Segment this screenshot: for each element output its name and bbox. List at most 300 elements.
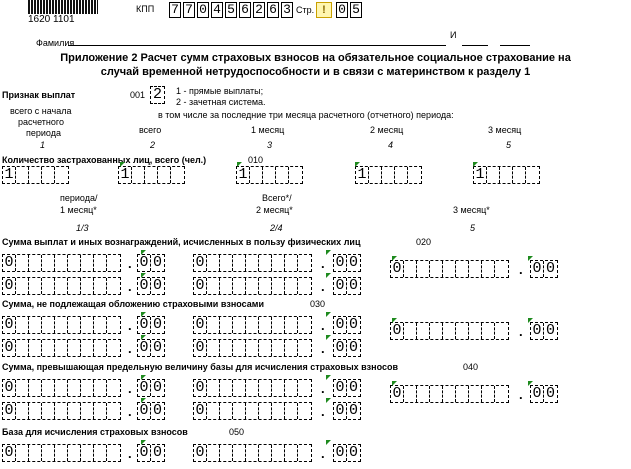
amount-frac-a[interactable]: [137, 254, 165, 272]
kpp-digit: 7: [183, 2, 195, 18]
kpp-field[interactable]: [169, 2, 295, 18]
cell: 0: [334, 380, 347, 396]
cell: [81, 255, 94, 271]
cell: [495, 261, 508, 277]
cell: [81, 380, 94, 396]
cell: [408, 167, 421, 183]
cell: [55, 317, 68, 333]
cell: [259, 380, 272, 396]
cell: [298, 317, 311, 333]
cell: [29, 340, 42, 356]
cell: [220, 445, 233, 461]
payments-value[interactable]: 2: [150, 86, 165, 104]
field-marker-icon: [141, 335, 146, 340]
cell: [369, 167, 382, 183]
cell: 0: [3, 445, 16, 461]
cell: [298, 255, 311, 271]
cell: [482, 323, 495, 339]
col2-period: периода/: [60, 193, 98, 203]
cell: [55, 340, 68, 356]
kpp-digit: 3: [281, 2, 293, 18]
cell: [285, 278, 298, 294]
cell: 0: [391, 323, 404, 339]
initial-1-line[interactable]: [462, 45, 488, 46]
cell: [207, 278, 220, 294]
cell: 0: [348, 379, 358, 396]
decimal-point: .: [519, 262, 523, 277]
cell: 0: [545, 260, 555, 277]
cell: [443, 386, 456, 402]
cell: [272, 278, 285, 294]
cell: 0: [348, 277, 358, 294]
decimal-point: .: [321, 279, 325, 294]
col2-month-1: 1 месяц*: [60, 205, 97, 215]
cell: 0: [3, 317, 16, 333]
cell: 0: [194, 445, 207, 461]
cell: [145, 167, 158, 183]
cell: 0: [3, 380, 16, 396]
cell: [55, 278, 68, 294]
kpp-digit: 2: [253, 2, 265, 18]
decimal-point: .: [519, 324, 523, 339]
cell: [68, 380, 81, 396]
count-field-5[interactable]: [473, 166, 540, 184]
cell: [259, 403, 272, 419]
cell: [107, 317, 120, 333]
cell: 0: [3, 278, 16, 294]
cell: [220, 403, 233, 419]
amount-field-b[interactable]: [193, 402, 312, 420]
cell: [495, 386, 508, 402]
cell: [42, 255, 55, 271]
cell: [417, 261, 430, 277]
cell: 0: [194, 278, 207, 294]
cell: 0: [3, 255, 16, 271]
kpp-digit: 5: [225, 2, 237, 18]
cell: 0: [152, 316, 162, 333]
cell: [246, 340, 259, 356]
cell: 0: [348, 254, 358, 271]
amount-field-b[interactable]: [193, 277, 312, 295]
cell: [68, 340, 81, 356]
cell: [107, 340, 120, 356]
cell: [298, 340, 311, 356]
cell: [94, 278, 107, 294]
cell: 0: [152, 379, 162, 396]
payments-label: Признак выплат: [2, 90, 76, 100]
field-marker-icon: [392, 381, 397, 386]
amount-field-a[interactable]: [2, 402, 121, 420]
cell: [16, 167, 29, 183]
amount-field-b[interactable]: [193, 339, 312, 357]
cell: [263, 167, 276, 183]
cell: [220, 317, 233, 333]
amount-frac-b[interactable]: [333, 339, 361, 357]
amount-field-b[interactable]: [193, 254, 312, 272]
page-number-field[interactable]: [336, 2, 364, 18]
cell: [246, 278, 259, 294]
cell: 0: [138, 340, 151, 356]
field-marker-icon: [528, 318, 533, 323]
field-marker-icon: [392, 318, 397, 323]
cell: [272, 403, 285, 419]
col2-num-24: 2/4: [270, 223, 283, 233]
payments-code: 001: [130, 90, 146, 100]
kpp-digit: 6: [239, 2, 251, 18]
amount-frac-a[interactable]: [137, 402, 165, 420]
count-field-3[interactable]: [236, 166, 303, 184]
cell: [68, 255, 81, 271]
row-label: Сумма выплат и иных вознаграждений, исчисленных в пользу физических лиц: [2, 237, 361, 247]
cell: [482, 386, 495, 402]
cell: 1: [119, 167, 132, 183]
cell: [42, 380, 55, 396]
cell: [16, 380, 29, 396]
cell: [68, 278, 81, 294]
col-num-1: 1: [40, 140, 46, 150]
cell: 0: [194, 340, 207, 356]
cell: [469, 323, 482, 339]
cell: [81, 317, 94, 333]
warning-icon[interactable]: !: [316, 2, 332, 18]
amount-field-c[interactable]: [390, 385, 509, 403]
decimal-point: .: [128, 256, 132, 271]
cell: 0: [545, 385, 555, 402]
amount-frac-b[interactable]: [333, 316, 361, 334]
cell: 0: [194, 317, 207, 333]
amount-field-c[interactable]: [390, 260, 509, 278]
amount-field-a[interactable]: [2, 339, 121, 357]
field-marker-icon: [141, 273, 146, 278]
kpp-digit: 0: [197, 2, 209, 18]
page-label: Стр.: [296, 5, 315, 15]
cell: [29, 403, 42, 419]
amount-field-a[interactable]: [2, 316, 121, 334]
cell: [207, 445, 220, 461]
cell: [42, 278, 55, 294]
amount-field-a[interactable]: [2, 254, 121, 272]
cell: [42, 340, 55, 356]
decimal-point: .: [128, 279, 132, 294]
amount-frac-a[interactable]: [137, 379, 165, 397]
cell: [107, 278, 120, 294]
count-field-1[interactable]: [2, 166, 69, 184]
cell: [68, 317, 81, 333]
field-marker-icon: [326, 440, 331, 445]
amount-frac-a[interactable]: [137, 277, 165, 295]
cell: [259, 445, 272, 461]
cell: [107, 403, 120, 419]
cell: [16, 317, 29, 333]
cell: 0: [348, 339, 358, 356]
cell: [29, 380, 42, 396]
row-label: База для исчисления страховых взносов: [2, 427, 188, 437]
cell: 0: [391, 386, 404, 402]
cell: [81, 340, 94, 356]
cell: [443, 323, 456, 339]
cell: [81, 403, 94, 419]
cell: [233, 445, 246, 461]
cell: [404, 261, 417, 277]
cell: [233, 403, 246, 419]
cell: [16, 403, 29, 419]
cell: [500, 167, 513, 183]
barcode-number: 1620 1101: [28, 14, 75, 25]
decimal-point: .: [321, 318, 325, 333]
decimal-point: .: [128, 404, 132, 419]
cell: [469, 261, 482, 277]
cell: [417, 386, 430, 402]
cell: [456, 261, 469, 277]
col-month-3: 3 месяц: [488, 125, 522, 135]
decimal-point: .: [128, 446, 132, 461]
decimal-point: .: [321, 341, 325, 356]
decimal-point: .: [519, 387, 523, 402]
cell: [233, 278, 246, 294]
col-total-start-3: периода: [26, 128, 61, 138]
count-field-4[interactable]: [355, 166, 422, 184]
amount-frac-a[interactable]: [137, 316, 165, 334]
decimal-point: .: [321, 256, 325, 271]
cell: [94, 340, 107, 356]
amount-frac-c[interactable]: [530, 260, 558, 278]
col-total-start-1: всего с начала: [10, 106, 72, 116]
decimal-point: .: [128, 341, 132, 356]
amount-frac-b[interactable]: [333, 277, 361, 295]
kpp-digit: 7: [169, 2, 181, 18]
field-marker-icon: [473, 162, 478, 167]
cell: [94, 255, 107, 271]
amount-field-a[interactable]: [2, 444, 121, 462]
cell: 0: [348, 316, 358, 333]
kpp-digit: 6: [267, 2, 279, 18]
cell: [55, 445, 68, 461]
field-marker-icon: [141, 312, 146, 317]
amount-field-b[interactable]: [193, 316, 312, 334]
row-code: 030: [310, 299, 326, 309]
cell: [29, 278, 42, 294]
cell: [285, 445, 298, 461]
cell: [42, 317, 55, 333]
page-digit: 0: [336, 2, 348, 18]
cell: [272, 255, 285, 271]
cell: [443, 261, 456, 277]
amount-frac-b[interactable]: [333, 379, 361, 397]
cell: [246, 445, 259, 461]
cell: [55, 403, 68, 419]
cell: [272, 317, 285, 333]
cell: [16, 278, 29, 294]
amount-field-a[interactable]: [2, 277, 121, 295]
cell: [207, 380, 220, 396]
cell: [285, 255, 298, 271]
cell: [298, 278, 311, 294]
payments-option-2: 2 - зачетная система.: [176, 97, 266, 107]
cell: [289, 167, 302, 183]
cell: [285, 380, 298, 396]
form-title-line-2: случай временной нетрудоспособности и в связи с материнством к разделу 1: [100, 66, 531, 78]
surname-line[interactable]: [68, 45, 446, 46]
cell: 0: [138, 278, 151, 294]
col2-num-5: 5: [470, 223, 476, 233]
cell: [81, 278, 94, 294]
cell: [259, 317, 272, 333]
cell: 0: [531, 261, 544, 277]
cell: [207, 255, 220, 271]
cell: [55, 380, 68, 396]
amount-field-b[interactable]: [193, 379, 312, 397]
cell: 0: [334, 445, 347, 461]
cell: [285, 317, 298, 333]
cell: [220, 380, 233, 396]
cell: 0: [545, 322, 555, 339]
field-marker-icon: [326, 312, 331, 317]
cell: 1: [3, 167, 16, 183]
payments-option-1: 1 - прямые выплаты;: [176, 86, 264, 96]
field-marker-icon: [141, 398, 146, 403]
field-marker-icon: [141, 250, 146, 255]
cell: 0: [138, 445, 151, 461]
page-digit: 5: [350, 2, 362, 18]
cell: [16, 340, 29, 356]
count-code: 010: [248, 155, 264, 165]
row-label: Сумма, превышающая предельную величину базы для исчисления страховых взносов: [2, 362, 398, 372]
cell: [55, 167, 68, 183]
amount-field-c[interactable]: [390, 322, 509, 340]
cell: [382, 167, 395, 183]
cell: 0: [152, 339, 162, 356]
cell: [107, 380, 120, 396]
cell: 0: [152, 277, 162, 294]
cell: [132, 167, 145, 183]
cell: 0: [348, 402, 358, 419]
cell: 1: [474, 167, 487, 183]
count-field-2[interactable]: [118, 166, 185, 184]
cell: [29, 255, 42, 271]
cell: [298, 403, 311, 419]
row-code: 020: [416, 237, 432, 247]
col2-month-3: 3 месяц*: [453, 205, 490, 215]
col-num-4: 4: [388, 140, 394, 150]
cell: 1: [237, 167, 250, 183]
cell: [42, 445, 55, 461]
cell: 0: [334, 255, 347, 271]
form-title-line-1: Приложение 2 Расчет сумм страховых взносов на обязательное социальное страхование на: [60, 52, 571, 64]
cell: 0: [152, 444, 162, 461]
cell: 0: [138, 317, 151, 333]
cell: [513, 167, 526, 183]
col-month-1: 1 месяц: [251, 125, 285, 135]
col-num-2: 2: [150, 140, 156, 150]
cell: [430, 261, 443, 277]
cell: [233, 255, 246, 271]
cell: [482, 261, 495, 277]
decimal-point: .: [321, 404, 325, 419]
cell: [469, 386, 482, 402]
cell: [94, 403, 107, 419]
amount-frac-c[interactable]: [530, 322, 558, 340]
cell: [68, 445, 81, 461]
cell: [430, 323, 443, 339]
cell: 0: [194, 255, 207, 271]
cell: [395, 167, 408, 183]
cell: 0: [152, 402, 162, 419]
cell: [233, 340, 246, 356]
field-marker-icon: [326, 398, 331, 403]
cell: [16, 445, 29, 461]
amount-frac-b[interactable]: [333, 254, 361, 272]
cell: [94, 380, 107, 396]
decimal-point: .: [128, 318, 132, 333]
cell: 0: [531, 386, 544, 402]
cell: [171, 167, 184, 183]
col-total-start-2: расчетного: [18, 117, 64, 127]
cell: 0: [334, 278, 347, 294]
cell: [246, 380, 259, 396]
col-total: всего: [139, 125, 162, 135]
cell: [158, 167, 171, 183]
kpp-digit: 4: [211, 2, 223, 18]
initials-label: И: [450, 30, 457, 40]
cell: [259, 340, 272, 356]
amount-frac-a[interactable]: [137, 339, 165, 357]
cell: 0: [138, 380, 151, 396]
cell: [456, 323, 469, 339]
cell: 0: [334, 340, 347, 356]
field-marker-icon: [120, 162, 125, 167]
row-label: Сумма, не подлежащая обложению страховыми взносами: [2, 299, 264, 309]
cell: 0: [194, 403, 207, 419]
cell: 0: [348, 444, 358, 461]
amount-field-a[interactable]: [2, 379, 121, 397]
amount-field-b[interactable]: [193, 444, 312, 462]
cell: [259, 278, 272, 294]
amount-frac-b[interactable]: [333, 444, 361, 462]
cell: [107, 445, 120, 461]
cell: 0: [138, 403, 151, 419]
cell: [246, 317, 259, 333]
cell: 0: [391, 261, 404, 277]
amount-frac-a[interactable]: [137, 444, 165, 462]
field-marker-icon: [237, 162, 242, 167]
amount-frac-c[interactable]: [530, 385, 558, 403]
cell: [456, 386, 469, 402]
field-marker-icon: [326, 335, 331, 340]
cell: [233, 380, 246, 396]
cell: [207, 403, 220, 419]
row-code: 050: [229, 427, 245, 437]
field-marker-icon: [326, 250, 331, 255]
initial-2-line[interactable]: [500, 45, 530, 46]
field-marker-icon: [141, 375, 146, 380]
col2-month-2: 2 месяц*: [256, 205, 293, 215]
col2-num-13: 1/3: [76, 223, 89, 233]
cell: [29, 317, 42, 333]
cell: 1: [356, 167, 369, 183]
cell: [220, 340, 233, 356]
cell: [298, 380, 311, 396]
cell: [404, 323, 417, 339]
cell: [298, 445, 311, 461]
field-marker-icon: [528, 256, 533, 261]
cell: [495, 323, 508, 339]
field-marker-icon: [141, 440, 146, 445]
cell: [207, 340, 220, 356]
decimal-point: .: [321, 446, 325, 461]
cell: [42, 403, 55, 419]
amount-frac-b[interactable]: [333, 402, 361, 420]
cell: 0: [194, 380, 207, 396]
